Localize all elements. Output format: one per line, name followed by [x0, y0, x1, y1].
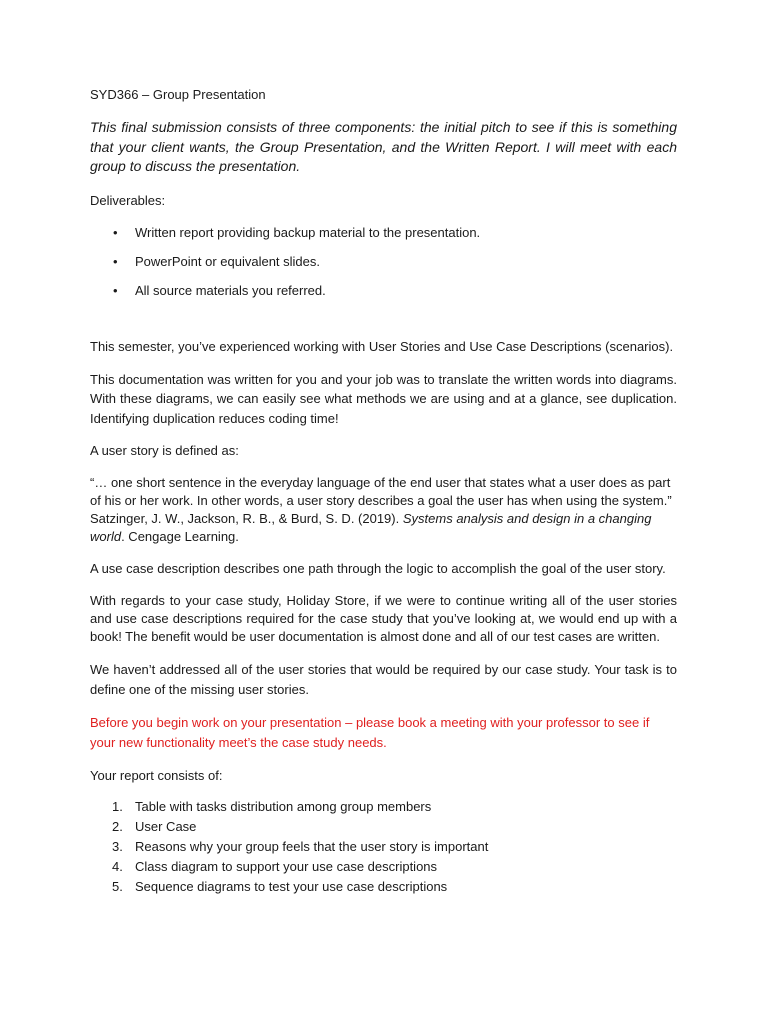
- documentation-paragraph: This documentation was written for you and your job was to translate the written words into diagrams. With these diagrams, we can easily see what methods we are using and at a glance, see duplication. Identifying duplication reduces coding time!: [90, 371, 677, 426]
- list-item: 2. User Case: [112, 819, 197, 834]
- deliverables-list: [90, 224, 677, 300]
- list-item: • Written report providing backup material to the presentation.: [113, 224, 481, 240]
- missing-stories-paragraph: We haven’t addressed all of the user stories that would be required by our case study. Your task is to define one of the missing user stories.: [90, 662, 677, 697]
- bullet-icon: •: [113, 282, 118, 298]
- list-item: 1. Table with tasks distribution among group members: [112, 799, 432, 814]
- warning-paragraph: Before you begin work on your presentation – please book a meeting with your professor to see if your new functionality meet’s the case study needs.: [90, 715, 650, 750]
- report-label: Your report consists of:: [90, 768, 223, 783]
- list-item: 3. Reasons why your group feels that the user story is important: [112, 839, 489, 854]
- document-title: SYD366 – Group Presentation: [90, 87, 266, 102]
- list-item: 5. Sequence diagrams to test your use case descriptions: [112, 879, 448, 894]
- citation-title: Systems analysis and design in a changing world: [90, 511, 652, 544]
- report-list: [90, 797, 677, 897]
- intro-paragraph: This final submission consists of three components: the initial pitch to see if this is something that your client wants, the Group Presentation, and the Written Report. I will meet with each group to discuss the presentation.: [90, 119, 677, 174]
- use-case-paragraph: A use case description describes one path through the logic to accomplish the goal of the user story.: [90, 561, 666, 576]
- semester-paragraph: This semester, you’ve experienced working with User Stories and Use Case Descriptions (scenarios).: [90, 338, 674, 354]
- list-item: 4. Class diagram to support your use case descriptions: [112, 859, 438, 874]
- list-item: • All source materials you referred.: [113, 282, 326, 298]
- user-story-intro: A user story is defined as:: [90, 443, 239, 458]
- quote-paragraph: “… one short sentence in the everyday language of the end user that states what a user does as part of his or her work. In other words, a user story describes a goal the user has when using the system.” Satzinger, J. W., Jackson, R. B., & Burd, S. D. (2019). Systems analysis and design in a changing world. Cengage Learning.: [90, 475, 672, 544]
- document-page: [90, 86, 677, 897]
- list-item: • PowerPoint or equivalent slides.: [113, 253, 320, 269]
- bullet-icon: •: [113, 224, 118, 240]
- deliverables-label: Deliverables:: [90, 192, 166, 208]
- case-study-paragraph: With regards to your case study, Holiday Store, if we were to continue writing all of the user stories and use case descriptions required for the case study that you’ve looking at, we would end up with a book! The benefit would be user documentation is almost done and all of our test cases are written.: [90, 593, 677, 644]
- bullet-icon: •: [113, 253, 118, 269]
